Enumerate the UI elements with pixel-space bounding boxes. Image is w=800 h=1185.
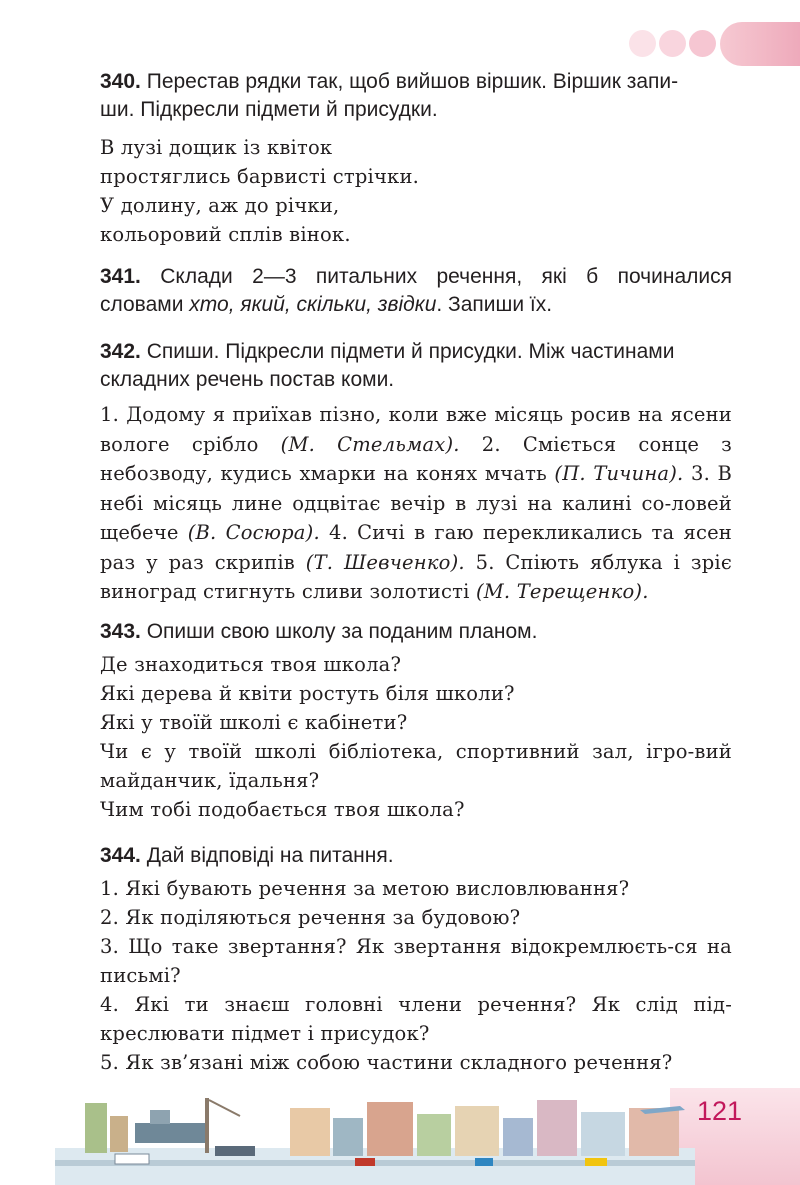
task-number: 340.	[100, 70, 141, 93]
plan-item: Чим тобі подобається твоя школа?	[100, 798, 465, 821]
task-341	[100, 263, 732, 319]
task-text: складних речень постав коми.	[100, 368, 395, 391]
author: (М. Стельмах).	[280, 432, 460, 456]
poem-line: В лузі дощик із квіток	[100, 136, 333, 159]
question-item: 1. Які бувають речення за метою висловлювання?	[100, 877, 630, 900]
task-342	[100, 338, 732, 394]
task-343	[100, 618, 732, 646]
plan-list	[100, 650, 732, 824]
question-item: 5. Як зв’язані між собою частини складного речення?	[100, 1051, 673, 1074]
task-340	[100, 68, 732, 124]
author: (Т. Шевченко).	[305, 550, 465, 574]
task-text: Склади 2—3 питальних речення, які б починалися	[160, 265, 732, 288]
poem	[100, 133, 732, 249]
question-item: 2. Як поділяються речення за будовою?	[100, 906, 521, 929]
plan-item: Чи є у твоїй школі бібліотека, спортивний зал, ігро-вий майданчик, їдальня?	[100, 740, 732, 792]
question-list	[100, 874, 732, 1077]
task-text: Дай відповіді на питання.	[146, 844, 394, 867]
task-text: Спиши. Підкресли підмети й присудки. Між частинами	[146, 340, 675, 363]
author: (М. Терещенко).	[475, 580, 649, 603]
page-number: 121	[696, 1096, 742, 1126]
sentence: 3. В небі місяць лине одцвітає вечір в лузі на калині со-ловей щебече	[100, 462, 732, 544]
task-text: Перестав рядки так, щоб вийшов віршик. Віршик запи-	[146, 70, 679, 93]
author: (В. Сосюра).	[187, 521, 320, 544]
decor-dot	[689, 30, 716, 57]
task-344	[100, 842, 732, 870]
task-number: 344.	[100, 844, 141, 867]
plan-item: Які дерева й квіти ростуть біля школи?	[100, 682, 515, 705]
task-text: . Запиши їх.	[436, 293, 553, 316]
exercise-paragraph	[100, 400, 732, 607]
question-item: 4. Які ти знаєш головні члени речення? Як слід під-креслювати підмет і присудок?	[100, 993, 732, 1045]
task-number: 343.	[100, 620, 141, 643]
corner-tab	[720, 22, 800, 66]
question-item: 3. Що таке звертання? Як звертання відокремлюєть-ся на письмі?	[100, 935, 732, 987]
city-illustration	[55, 1088, 705, 1185]
decor-dot	[659, 30, 686, 57]
poem-line: простяглись барвисті стрічки.	[100, 165, 420, 188]
sentence: 1. Додому я приїхав пізно, коли вже місяць росив на ясени вологе срібло	[100, 403, 732, 456]
task-text: ши. Підкресли підмети й присудки.	[100, 98, 438, 121]
plan-item: Де знаходиться твоя школа?	[100, 653, 402, 676]
poem-line: У долину, аж до річки,	[100, 194, 340, 217]
footer-illustration	[55, 1088, 800, 1185]
sentence: 2. Сміється сонце з небозводу, кудись хмарки на конях мчать	[100, 432, 733, 485]
sentence: 5. Спіють яблука і зріє виноград стигнуть сливи золотисті	[100, 550, 732, 603]
author: (П. Тичина).	[554, 462, 684, 485]
task-number: 341.	[100, 265, 141, 288]
poem-line: кольоровий сплів вінок.	[100, 223, 351, 246]
task-text: словами	[100, 293, 190, 316]
task-text: Опиши свою школу за поданим планом.	[146, 620, 538, 643]
sentence: 4. Сичі в гаю перекликались та ясен раз у раз скрипів	[100, 521, 733, 574]
decor-dot	[629, 30, 656, 57]
plan-item: Які у твоїй школі є кабінети?	[100, 711, 408, 734]
task-text-italic: хто, який, скільки, звідки	[189, 293, 437, 316]
task-number: 342.	[100, 340, 141, 363]
